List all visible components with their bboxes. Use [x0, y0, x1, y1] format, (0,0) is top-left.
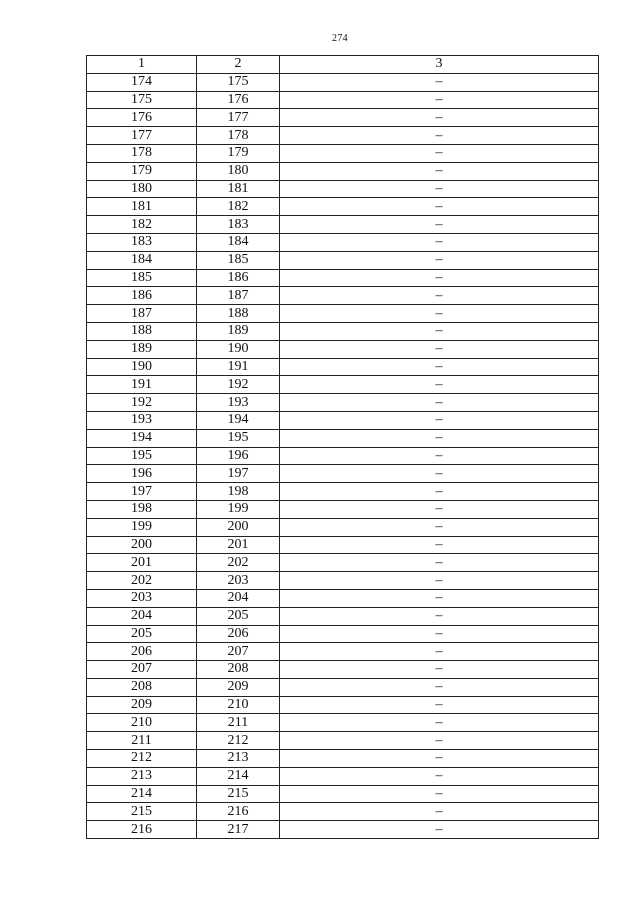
table-row — [87, 483, 599, 501]
table-row — [87, 305, 599, 323]
table-row — [87, 678, 599, 696]
table-row — [87, 625, 599, 643]
table-cell-col-3: – — [280, 144, 599, 162]
table-cell-col-3: – — [280, 767, 599, 785]
table-cell-col-1: 182 — [87, 216, 197, 234]
table-cell-col-3: – — [280, 518, 599, 536]
table-cell-col-3: – — [280, 607, 599, 625]
table-cell-col-1: 205 — [87, 625, 197, 643]
table-row — [87, 233, 599, 251]
table-cell-col-3: – — [280, 465, 599, 483]
table-cell-col-3: – — [280, 358, 599, 376]
table-cell-col-1: 207 — [87, 661, 197, 679]
table-cell-col-1: 216 — [87, 821, 197, 839]
table-cell-col-3: – — [280, 109, 599, 127]
table-cell-col-1: 203 — [87, 589, 197, 607]
table-row — [87, 447, 599, 465]
table-row — [87, 180, 599, 198]
table-cell-col-2: 211 — [197, 714, 280, 732]
table-row — [87, 589, 599, 607]
table-cell-col-2: 192 — [197, 376, 280, 394]
table-cell-col-1: 184 — [87, 251, 197, 269]
table-cell-col-1: 198 — [87, 500, 197, 518]
table-cell-col-3: – — [280, 340, 599, 358]
table-cell-col-3: – — [280, 376, 599, 394]
table-cell-col-1: 174 — [87, 73, 197, 91]
table-cell-col-3: – — [280, 233, 599, 251]
table-row — [87, 785, 599, 803]
table-cell-col-3: – — [280, 750, 599, 768]
table-cell-col-2: 210 — [197, 696, 280, 714]
table-cell-col-3: – — [280, 198, 599, 216]
table-cell-col-1: 195 — [87, 447, 197, 465]
table-cell-col-2: 182 — [197, 198, 280, 216]
table-cell-col-2: 195 — [197, 429, 280, 447]
table-cell-col-2: 205 — [197, 607, 280, 625]
table-row — [87, 322, 599, 340]
table-row — [87, 643, 599, 661]
table-row — [87, 803, 599, 821]
table-row — [87, 536, 599, 554]
table-cell-col-2: 184 — [197, 233, 280, 251]
table-cell-col-1: 188 — [87, 322, 197, 340]
table-cell-col-1: 180 — [87, 180, 197, 198]
table-cell-col-3: – — [280, 251, 599, 269]
table-cell-col-1: 206 — [87, 643, 197, 661]
table-cell-col-2: 175 — [197, 73, 280, 91]
table-cell-col-2: 179 — [197, 144, 280, 162]
table-cell-col-1: 181 — [87, 198, 197, 216]
table-cell-col-3: – — [280, 411, 599, 429]
table-cell-col-1: 204 — [87, 607, 197, 625]
table-cell-col-1: 209 — [87, 696, 197, 714]
table-cell-col-2: 187 — [197, 287, 280, 305]
table-cell-col-3: – — [280, 661, 599, 679]
table-row — [87, 162, 599, 180]
table-cell-col-2: 190 — [197, 340, 280, 358]
table-cell-col-2: 178 — [197, 127, 280, 145]
table-cell-col-1: 177 — [87, 127, 197, 145]
table-cell-col-2: 215 — [197, 785, 280, 803]
table-cell-col-1: 178 — [87, 144, 197, 162]
table-cell-col-1: 201 — [87, 554, 197, 572]
table-row — [87, 500, 599, 518]
table-cell-col-3: – — [280, 536, 599, 554]
table-cell-col-3: – — [280, 394, 599, 412]
table-header-row — [87, 56, 599, 74]
table-cell-col-2: 212 — [197, 732, 280, 750]
table-cell-col-3: – — [280, 678, 599, 696]
table-cell-col-1: 175 — [87, 91, 197, 109]
table-cell-col-3: – — [280, 429, 599, 447]
table-row — [87, 429, 599, 447]
table-cell-col-3: – — [280, 500, 599, 518]
table-row — [87, 376, 599, 394]
table-cell-col-1: 212 — [87, 750, 197, 768]
table-row — [87, 767, 599, 785]
table-cell-col-3: – — [280, 643, 599, 661]
table-row — [87, 269, 599, 287]
table-row — [87, 394, 599, 412]
table-row — [87, 607, 599, 625]
table-cell-col-1: 185 — [87, 269, 197, 287]
table-cell-col-3: – — [280, 483, 599, 501]
table-row — [87, 696, 599, 714]
table-cell-col-2: 185 — [197, 251, 280, 269]
table-cell-col-3: – — [280, 216, 599, 234]
table-body — [87, 73, 599, 838]
table-cell-col-2: 199 — [197, 500, 280, 518]
table-cell-col-3: – — [280, 447, 599, 465]
table-cell-col-2: 196 — [197, 447, 280, 465]
table-cell-col-2: 200 — [197, 518, 280, 536]
table-cell-col-3: – — [280, 162, 599, 180]
table-cell-col-2: 193 — [197, 394, 280, 412]
table-cell-col-2: 198 — [197, 483, 280, 501]
table-cell-col-2: 191 — [197, 358, 280, 376]
table-cell-col-1: 190 — [87, 358, 197, 376]
table-cell-col-3: – — [280, 305, 599, 323]
table-cell-col-2: 208 — [197, 661, 280, 679]
table-cell-col-1: 214 — [87, 785, 197, 803]
table-cell-col-3: – — [280, 91, 599, 109]
table-row — [87, 411, 599, 429]
table-cell-col-1: 211 — [87, 732, 197, 750]
table-row — [87, 732, 599, 750]
table-cell-col-2: 194 — [197, 411, 280, 429]
table-cell-col-2: 214 — [197, 767, 280, 785]
table-row — [87, 109, 599, 127]
table-cell-col-2: 180 — [197, 162, 280, 180]
table-cell-col-2: 183 — [197, 216, 280, 234]
table-cell-col-3: – — [280, 714, 599, 732]
table-row — [87, 821, 599, 839]
table-row — [87, 198, 599, 216]
table-cell-col-1: 193 — [87, 411, 197, 429]
table-cell-col-3: – — [280, 732, 599, 750]
column-header-2: 2 — [197, 56, 280, 74]
table-cell-col-3: – — [280, 269, 599, 287]
table-row — [87, 340, 599, 358]
table-cell-col-2: 189 — [197, 322, 280, 340]
table-cell-col-2: 217 — [197, 821, 280, 839]
table-cell-col-1: 200 — [87, 536, 197, 554]
table-cell-col-1: 186 — [87, 287, 197, 305]
table-row — [87, 144, 599, 162]
table-cell-col-1: 208 — [87, 678, 197, 696]
table-cell-col-1: 194 — [87, 429, 197, 447]
table-cell-col-3: – — [280, 287, 599, 305]
table-row — [87, 465, 599, 483]
table-row — [87, 750, 599, 768]
table-cell-col-2: 204 — [197, 589, 280, 607]
table-row — [87, 287, 599, 305]
page-number: 274 — [332, 33, 348, 44]
table-row — [87, 661, 599, 679]
table-cell-col-2: 203 — [197, 572, 280, 590]
table-cell-col-1: 176 — [87, 109, 197, 127]
table-row — [87, 554, 599, 572]
table-cell-col-3: – — [280, 127, 599, 145]
table-cell-col-2: 181 — [197, 180, 280, 198]
table-cell-col-2: 209 — [197, 678, 280, 696]
table-cell-col-3: – — [280, 625, 599, 643]
table-cell-col-1: 215 — [87, 803, 197, 821]
table-cell-col-2: 186 — [197, 269, 280, 287]
table-cell-col-1: 189 — [87, 340, 197, 358]
table-cell-col-1: 199 — [87, 518, 197, 536]
table-cell-col-2: 213 — [197, 750, 280, 768]
table-cell-col-2: 216 — [197, 803, 280, 821]
table-cell-col-2: 206 — [197, 625, 280, 643]
table-cell-col-2: 177 — [197, 109, 280, 127]
table-cell-col-3: – — [280, 180, 599, 198]
table-cell-col-3: – — [280, 803, 599, 821]
table-cell-col-2: 188 — [197, 305, 280, 323]
table-cell-col-1: 192 — [87, 394, 197, 412]
table-cell-col-3: – — [280, 572, 599, 590]
table-cell-col-2: 201 — [197, 536, 280, 554]
table-cell-col-2: 207 — [197, 643, 280, 661]
table-cell-col-3: – — [280, 696, 599, 714]
table-row — [87, 91, 599, 109]
table-cell-col-1: 187 — [87, 305, 197, 323]
table-row — [87, 251, 599, 269]
table-row — [87, 127, 599, 145]
table-cell-col-1: 196 — [87, 465, 197, 483]
table-row — [87, 572, 599, 590]
table-cell-col-3: – — [280, 322, 599, 340]
table-row — [87, 518, 599, 536]
column-header-1: 1 — [87, 56, 197, 74]
table-cell-col-2: 202 — [197, 554, 280, 572]
table-cell-col-3: – — [280, 785, 599, 803]
table-row — [87, 714, 599, 732]
table-cell-col-3: – — [280, 589, 599, 607]
table-cell-col-2: 176 — [197, 91, 280, 109]
table-cell-col-1: 202 — [87, 572, 197, 590]
column-header-3: 3 — [280, 56, 599, 74]
table-cell-col-3: – — [280, 73, 599, 91]
table-cell-col-1: 197 — [87, 483, 197, 501]
table-row — [87, 358, 599, 376]
data-table — [86, 55, 599, 839]
table-cell-col-1: 191 — [87, 376, 197, 394]
table-cell-col-2: 197 — [197, 465, 280, 483]
table-row — [87, 73, 599, 91]
table-cell-col-3: – — [280, 821, 599, 839]
table-cell-col-3: – — [280, 554, 599, 572]
table-cell-col-1: 179 — [87, 162, 197, 180]
table-cell-col-1: 183 — [87, 233, 197, 251]
table-cell-col-1: 210 — [87, 714, 197, 732]
table-row — [87, 216, 599, 234]
table-cell-col-1: 213 — [87, 767, 197, 785]
